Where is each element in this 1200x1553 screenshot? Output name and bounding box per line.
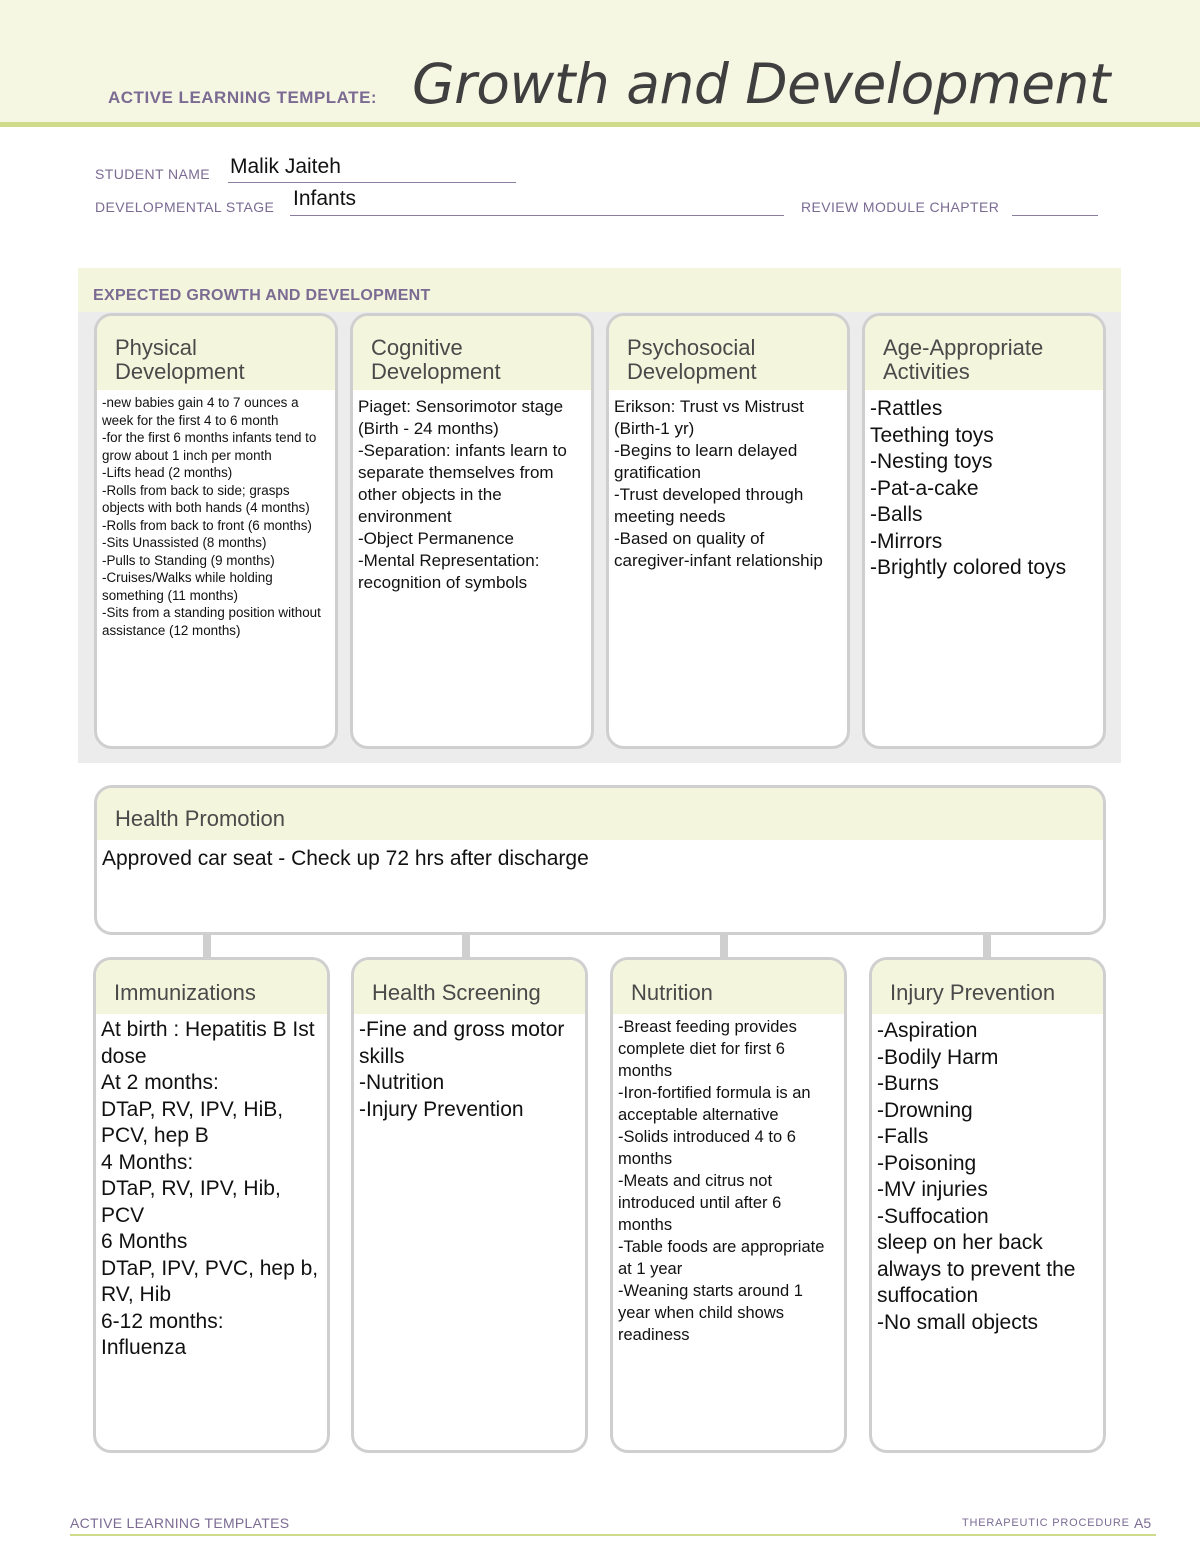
health-promotion-text[interactable]: Approved car seat - Check up 72 hrs after discharge [102,847,589,870]
connector-health-screening [462,933,470,957]
cognitive-development-title-line2: Development [371,359,501,384]
health-screening-header [354,960,585,1014]
psychosocial-development-title-line2: Development [627,359,757,384]
immunizations-header [96,960,327,1014]
nutrition-header [613,960,844,1014]
page-number: A5 [1134,1515,1152,1531]
footer-right-label: THERAPEUTIC PROCEDURE [962,1517,1130,1529]
review-module-label: REVIEW MODULE CHAPTER [801,199,1000,215]
header-rule [0,122,1200,127]
developmental-stage-underline [290,215,784,216]
injury-prevention-header [872,960,1103,1014]
page-title: Growth and Development [412,52,1110,116]
cognitive-development-text[interactable]: Piaget: Sensorimotor stage (Birth - 24 months) -Separation: infants learn to separate themselves from other objects in the environment -Object Permanence -Mental Representation: recognition of symbols [358,397,567,592]
cognitive-development-title-line1: Cognitive [371,335,463,360]
physical-development-text[interactable]: -new babies gain 4 to 7 ounces a week for the first 4 to 6 month -for the first 6 months infants tend to grow about 1 inch per month -Lifts head (2 months) -Rolls from back to side; grasps objects with both hands (4 months) -Rolls from back to front (6 months) -Sits Unassisted (8 months) -Pulls to Standing (9 months) -Cruises/Walks while holding something (11 months) -Sits from a standing position without assistance (12 months) [102,395,321,638]
physical-development-header [97,316,335,390]
health-promotion-box [94,785,1106,935]
injury-prevention-box [869,957,1106,1453]
physical-development-title-line2: Development [115,359,245,384]
cognitive-development-header [353,316,591,390]
physical-development-box [94,313,338,749]
cognitive-development-box [350,313,594,749]
expected-growth-title: EXPECTED GROWTH AND DEVELOPMENT [93,287,431,304]
immunizations-text[interactable]: At birth : Hepatitis B Ist dose At 2 months: DTaP, RV, IPV, HiB, PCV, hep B 4 Months: DTaP, RV, IPV, Hib, PCV 6 Months DTaP, IPV, PVC, hep b, RV, Hib 6-12 months: Influenza [101,1018,319,1359]
age-appropriate-activities-header [865,316,1103,390]
student-name-underline [228,182,516,183]
student-name-label: STUDENT NAME [95,166,210,182]
age-appropriate-activities-box [862,313,1106,749]
developmental-stage-field[interactable]: Infants [293,187,357,210]
student-name-field[interactable]: Malik Jaiteh [230,155,341,178]
age-appropriate-activities-title-line1: Age-Appropriate [883,335,1044,360]
nutrition-box [610,957,847,1453]
health-screening-box [351,957,588,1453]
nutrition-title: Nutrition [631,980,713,1005]
developmental-stage-label: DEVELOPMENTAL STAGE [95,199,275,215]
psychosocial-development-title-line1: Psychosocial [627,335,756,360]
psychosocial-development-box [606,313,850,749]
connector-nutrition [720,933,728,957]
psychosocial-development-text[interactable]: Erikson: Trust vs Mistrust (Birth-1 yr) -Begins to learn delayed gratification -Trust developed through meeting needs -Based on quality of caregiver-infant relationship [614,397,823,570]
immunizations-title: Immunizations [114,980,256,1005]
injury-prevention-text[interactable]: -Aspiration -Bodily Harm -Burns -Drowning -Falls -Poisoning -MV injuries -Suffocation sleep on her back always to prevent the suffocation -No small objects [877,1019,1076,1334]
age-appropriate-activities-text[interactable]: -Rattles Teething toys -Nesting toys -Pat-a-cake -Balls -Mirrors -Brightly colored toys [870,397,1067,579]
health-screening-text[interactable]: -Fine and gross motor skills -Nutrition -Injury Prevention [359,1018,565,1121]
health-promotion-header [97,788,1103,840]
psychosocial-development-header [609,316,847,390]
age-appropriate-activities-title-line2: Activities [883,359,970,384]
connector-immunizations [203,933,211,957]
connector-injury-prevention [983,933,991,957]
review-module-underline [1012,215,1098,216]
health-screening-title: Health Screening [372,980,541,1005]
physical-development-title-line1: Physical [115,335,197,360]
footer-rule [70,1534,1156,1536]
template-label: ACTIVE LEARNING TEMPLATE: [108,88,378,107]
immunizations-box [93,957,330,1453]
nutrition-text[interactable]: -Breast feeding provides complete diet for first 6 months -Iron-fortified formula is an acceptable alternative -Solids introduced 4 to 6 months -Meats and citrus not introduced until after 6 months -Table foods are appropriate at 1 year -Weaning starts around 1 year when child shows readiness [618,1018,825,1344]
injury-prevention-title: Injury Prevention [890,980,1056,1005]
health-promotion-title: Health Promotion [115,806,285,831]
footer-left-label: ACTIVE LEARNING TEMPLATES [70,1515,290,1531]
